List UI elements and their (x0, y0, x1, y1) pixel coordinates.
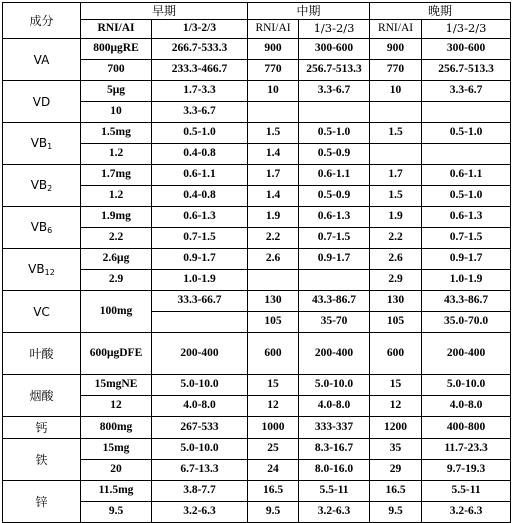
table-cell: 2.9 (370, 270, 422, 291)
table-cell: 3.8-7.7 (152, 481, 248, 502)
table-cell: 35.0-70.0 (422, 312, 511, 333)
table-cell: 256.7-513.3 (299, 60, 370, 81)
nutrient-name: 烟酸 (3, 375, 81, 417)
table-cell: 1.4 (248, 186, 299, 207)
table-cell: 1.9mg (81, 207, 152, 228)
table-cell: 3.3-6.7 (152, 102, 248, 123)
table-cell: 4.0-8.0 (299, 396, 370, 417)
nutrient-name: 铁 (3, 439, 81, 481)
table-cell: 0.5-1.0 (422, 186, 511, 207)
table-cell: 1.5 (248, 123, 299, 144)
table-cell: 1.0-1.9 (152, 270, 248, 291)
table-cell: 2.2 (81, 228, 152, 249)
table-cell (248, 270, 299, 291)
nutrient-name: 叶酸 (3, 333, 81, 375)
subheader-rni-mid: RNI/AI (248, 20, 299, 39)
table-cell (422, 102, 511, 123)
table-cell: 5μg (81, 81, 152, 102)
table-cell: 33.3-66.7 (152, 291, 248, 312)
nutrient-name: VD (3, 81, 81, 123)
table-cell: 11.5mg (81, 481, 152, 502)
subheader-range-early: 1/3-2/3 (152, 20, 248, 39)
table-cell: 770 (248, 60, 299, 81)
table-cell: 700 (81, 60, 152, 81)
table-cell: 1.5 (370, 123, 422, 144)
table-row (3, 439, 511, 460)
table-cell: 10 (370, 81, 422, 102)
table-cell: 600 (248, 333, 299, 375)
table-cell: 0.5-0.9 (299, 186, 370, 207)
table-cell: 600μgDFE (81, 333, 152, 375)
table-cell: 0.6-1.1 (299, 165, 370, 186)
table-cell: 800μgRE (81, 39, 152, 60)
table-cell: 0.9-1.7 (422, 249, 511, 270)
nutrient-name: 锌 (3, 481, 81, 523)
table-cell: 15mgNE (81, 375, 152, 396)
table-cell: 1.9 (248, 207, 299, 228)
table-row (3, 249, 511, 270)
table-cell: 0.5-1.0 (422, 123, 511, 144)
table-cell: 12 (248, 396, 299, 417)
table-cell: 105 (248, 312, 299, 333)
table-cell: 24 (248, 460, 299, 481)
table-cell: 300-600 (422, 39, 511, 60)
table-cell: 130 (248, 291, 299, 312)
table-cell: 333-337 (299, 417, 370, 439)
table-cell: 0.9-1.7 (152, 249, 248, 270)
table-cell: 2.2 (370, 228, 422, 249)
table-cell: 770 (370, 60, 422, 81)
table-cell: 200-400 (152, 333, 248, 375)
table-cell: 2.6μg (81, 249, 152, 270)
table-cell (299, 102, 370, 123)
header-stage-late: 晚期 (370, 3, 511, 20)
table-cell: 0.5-1.0 (299, 123, 370, 144)
table-cell: 9.5 (248, 502, 299, 523)
table-cell: 1.5mg (81, 123, 152, 144)
subheader-rni-early: RNI/AI (81, 20, 152, 39)
table-cell: 233.3-466.7 (152, 60, 248, 81)
table-cell: 2.2 (248, 228, 299, 249)
table-cell: 266.7-533.3 (152, 39, 248, 60)
table-cell: 0.6-1.3 (152, 207, 248, 228)
table-cell: 900 (248, 39, 299, 60)
table-cell: 400-800 (422, 417, 511, 439)
table-row (3, 291, 511, 312)
table-cell: 3.2-6.3 (152, 502, 248, 523)
table-cell: 800mg (81, 417, 152, 439)
nutrient-name: $VB_6$ (3, 207, 81, 249)
table-cell: 0.6-1.3 (299, 207, 370, 228)
table-cell (152, 312, 248, 333)
table-cell: 2.6 (248, 249, 299, 270)
table-cell: 1.7 (248, 165, 299, 186)
table-cell: 10 (81, 102, 152, 123)
table-row (3, 481, 511, 502)
table-cell: 2.9 (81, 270, 152, 291)
table-cell: 43.3-86.7 (299, 291, 370, 312)
table-cell: 0.7-1.5 (299, 228, 370, 249)
table-row (3, 417, 511, 439)
table-cell: 200-400 (422, 333, 511, 375)
table-cell: 0.4-0.8 (152, 186, 248, 207)
table-cell: 0.5-1.0 (152, 123, 248, 144)
table-cell: 11.7-23.3 (422, 439, 511, 460)
table-cell: 5.0-10.0 (422, 375, 511, 396)
table-cell: 0.7-1.5 (152, 228, 248, 249)
table-cell: 1.5 (370, 186, 422, 207)
table-cell (299, 270, 370, 291)
table-cell: 0.7-1.5 (422, 228, 511, 249)
table-cell: 1000 (248, 417, 299, 439)
table-cell: 3.3-6.7 (299, 81, 370, 102)
table-cell: 9.5 (370, 502, 422, 523)
table-cell: 0.6-1.1 (152, 165, 248, 186)
header-row (3, 3, 511, 20)
table-row (3, 375, 511, 396)
table-cell: 20 (81, 460, 152, 481)
table-cell (370, 102, 422, 123)
table-cell: 1200 (370, 417, 422, 439)
table-cell: 8.3-16.7 (299, 439, 370, 460)
table-cell: 900 (370, 39, 422, 60)
table-cell: 35-70 (299, 312, 370, 333)
table-cell: 15 (370, 375, 422, 396)
table-cell: 9.7-19.3 (422, 460, 511, 481)
table-cell: 29 (370, 460, 422, 481)
table-cell: 1.7 (370, 165, 422, 186)
subheader-rni-late: RNI/AI (370, 20, 422, 39)
table-cell (422, 144, 511, 165)
nutrient-name: 钙 (3, 417, 81, 439)
table-cell: 10 (248, 81, 299, 102)
table-cell: 5.5-11 (422, 481, 511, 502)
table-cell: 3.2-6.3 (422, 502, 511, 523)
table-cell: 9.5 (81, 502, 152, 523)
table-cell: 0.9-1.7 (299, 249, 370, 270)
table-cell: 3.2-6.3 (299, 502, 370, 523)
table-cell: 4.0-8.0 (422, 396, 511, 417)
header-nutrient: 成分 (3, 3, 81, 39)
table-cell: 8.0-16.0 (299, 460, 370, 481)
nutrient-table (2, 2, 511, 523)
nutrient-name: VC (3, 291, 81, 333)
table-cell: 5.0-10.0 (152, 375, 248, 396)
nutrient-name: $VB_2$ (3, 165, 81, 207)
table-cell: 12 (370, 396, 422, 417)
table-row (3, 39, 511, 60)
table-row (3, 165, 511, 186)
table-cell: 267-533 (152, 417, 248, 439)
header-stage-mid: 中期 (248, 3, 370, 20)
table-cell: 0.6-1.3 (422, 207, 511, 228)
table-cell: 5.0-10.0 (152, 439, 248, 460)
table-cell: 300-600 (299, 39, 370, 60)
table-cell: 15mg (81, 439, 152, 460)
table-cell: 3.3-6.7 (422, 81, 511, 102)
table-cell: 25 (248, 439, 299, 460)
table-row (3, 81, 511, 102)
table-cell (370, 144, 422, 165)
table-cell: 0.6-1.1 (422, 165, 511, 186)
nutrient-name: $VB_1$ (3, 123, 81, 165)
table-cell: 0.5-0.9 (299, 144, 370, 165)
table-cell: 5.5-11 (299, 481, 370, 502)
table-cell: 1.0-1.9 (422, 270, 511, 291)
table-cell: 256.7-513.3 (422, 60, 511, 81)
table-cell: 130 (370, 291, 422, 312)
header-stage-early: 早期 (81, 3, 248, 20)
table-cell: 1.2 (81, 144, 152, 165)
table-cell: 1.9 (370, 207, 422, 228)
table-cell: 1.2 (81, 186, 152, 207)
table-cell: 1.7-3.3 (152, 81, 248, 102)
table-cell: 35 (370, 439, 422, 460)
table-cell: 6.7-13.3 (152, 460, 248, 481)
subheader-range-mid: 1/3-2/3 (299, 20, 370, 39)
table-cell: 16.5 (370, 481, 422, 502)
table-cell: 1.4 (248, 144, 299, 165)
table-cell (248, 102, 299, 123)
table-cell: 2.6 (370, 249, 422, 270)
nutrient-table-container (2, 2, 510, 518)
table-row (3, 207, 511, 228)
table-cell: 105 (370, 312, 422, 333)
table-cell: 200-400 (299, 333, 370, 375)
table-cell: 0.4-0.8 (152, 144, 248, 165)
table-cell: 600 (370, 333, 422, 375)
nutrient-name: VA (3, 39, 81, 81)
table-cell: 12 (81, 396, 152, 417)
subheader-range-late: 1/3-2/3 (422, 20, 511, 39)
table-row (3, 333, 511, 375)
table-cell: 16.5 (248, 481, 299, 502)
table-cell: 5.0-10.0 (299, 375, 370, 396)
table-row (3, 123, 511, 144)
table-cell: 4.0-8.0 (152, 396, 248, 417)
nutrient-name: $VB_{12}$ (3, 249, 81, 291)
table-cell: 1.7mg (81, 165, 152, 186)
table-cell: 43.3-86.7 (422, 291, 511, 312)
table-cell: 100mg (81, 291, 152, 333)
table-cell: 15 (248, 375, 299, 396)
